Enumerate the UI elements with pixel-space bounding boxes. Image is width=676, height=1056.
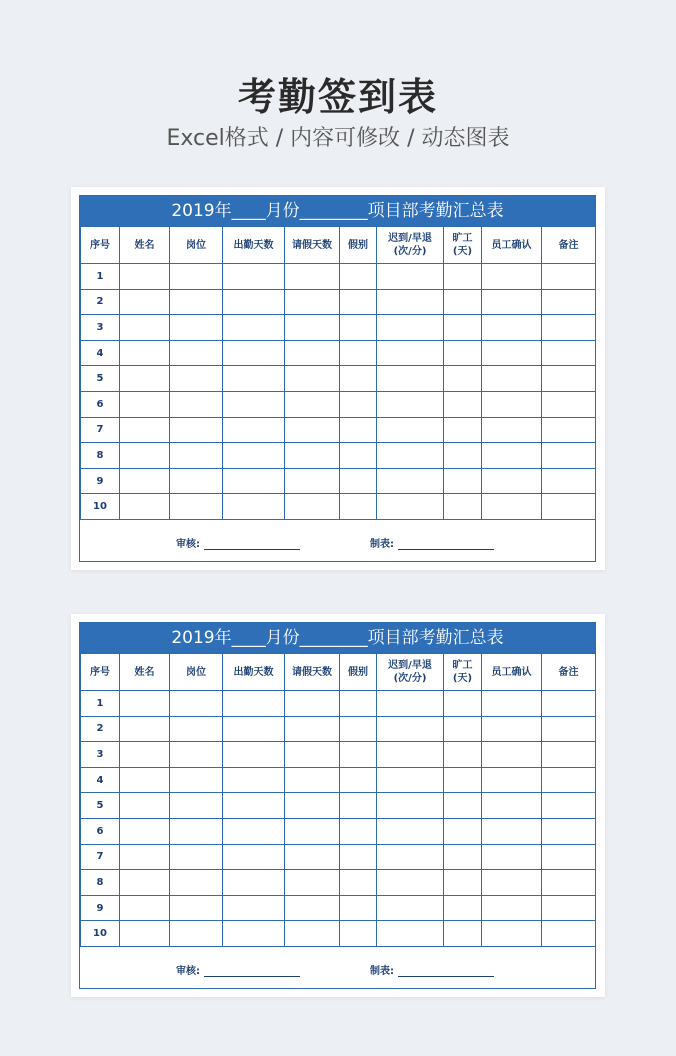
table-cell[interactable] xyxy=(482,289,542,315)
page-subtitle: Excel格式 / 内容可修改 / 动态图表 xyxy=(166,126,510,151)
table-cell[interactable] xyxy=(285,340,340,366)
table-row xyxy=(81,443,596,469)
table-cell[interactable] xyxy=(120,844,170,870)
table-cell[interactable] xyxy=(482,691,542,717)
table-cell[interactable] xyxy=(482,767,542,793)
table-row xyxy=(81,793,596,819)
row-number: 10 xyxy=(81,494,120,520)
row-number: 9 xyxy=(81,468,120,494)
table-cell[interactable] xyxy=(542,844,596,870)
table-cell[interactable] xyxy=(120,767,170,793)
table-cell[interactable] xyxy=(542,870,596,896)
table-cell[interactable] xyxy=(285,494,340,520)
row-number: 5 xyxy=(81,793,120,819)
table-cell[interactable] xyxy=(285,716,340,742)
table-cell[interactable] xyxy=(542,468,596,494)
table-cell[interactable] xyxy=(170,895,223,921)
table-cell[interactable] xyxy=(482,391,542,417)
table-cell[interactable] xyxy=(120,818,170,844)
table-cell[interactable] xyxy=(482,315,542,341)
table-cell[interactable] xyxy=(120,793,170,819)
table-cell[interactable] xyxy=(340,844,377,870)
column-header: 岗位 xyxy=(170,654,223,691)
table-cell[interactable] xyxy=(223,366,285,392)
table-cell[interactable] xyxy=(170,921,223,947)
table-cell[interactable] xyxy=(444,468,482,494)
table-cell[interactable] xyxy=(223,468,285,494)
table-cell[interactable] xyxy=(285,818,340,844)
row-number: 7 xyxy=(81,417,120,443)
table-cell[interactable] xyxy=(223,921,285,947)
table-cell[interactable] xyxy=(444,340,482,366)
table-body xyxy=(81,691,596,947)
column-header: 岗位 xyxy=(170,227,223,264)
table-cell[interactable] xyxy=(444,716,482,742)
table-cell[interactable] xyxy=(482,921,542,947)
table-cell[interactable] xyxy=(542,264,596,290)
table-header-row xyxy=(81,654,596,691)
table-cell[interactable] xyxy=(120,921,170,947)
table-cell[interactable] xyxy=(444,921,482,947)
reviewer-signature[interactable] xyxy=(176,535,300,550)
column-header: 请假天数 xyxy=(285,654,340,691)
row-number: 6 xyxy=(81,391,120,417)
table-row xyxy=(81,391,596,417)
table-cell[interactable] xyxy=(340,417,377,443)
table-cell[interactable] xyxy=(285,870,340,896)
table-cell[interactable] xyxy=(120,691,170,717)
table-row xyxy=(81,340,596,366)
table-cell[interactable] xyxy=(170,315,223,341)
table-cell[interactable] xyxy=(223,844,285,870)
reviewer-signature-line xyxy=(204,966,300,977)
table-cell[interactable] xyxy=(377,417,444,443)
row-number: 8 xyxy=(81,443,120,469)
table-cell[interactable] xyxy=(340,921,377,947)
table-cell[interactable] xyxy=(444,742,482,768)
table-cell[interactable] xyxy=(482,366,542,392)
table-cell[interactable] xyxy=(340,742,377,768)
table-cell[interactable] xyxy=(285,366,340,392)
table-cell[interactable] xyxy=(377,691,444,717)
table-cell[interactable] xyxy=(223,443,285,469)
table-cell[interactable] xyxy=(542,767,596,793)
table-cell[interactable] xyxy=(444,289,482,315)
row-number: 3 xyxy=(81,315,120,341)
table-cell[interactable] xyxy=(170,264,223,290)
table-cell[interactable] xyxy=(120,340,170,366)
column-header: 旷工 (天) xyxy=(444,654,482,691)
page-title: 考勤签到表 xyxy=(237,75,438,119)
table-cell[interactable] xyxy=(542,793,596,819)
table-cell[interactable] xyxy=(482,264,542,290)
table-cell[interactable] xyxy=(444,417,482,443)
table-row xyxy=(81,870,596,896)
table-cell[interactable] xyxy=(482,417,542,443)
table-cell[interactable] xyxy=(223,264,285,290)
table-cell[interactable] xyxy=(120,895,170,921)
table-cell[interactable] xyxy=(170,716,223,742)
column-header: 备注 xyxy=(542,654,596,691)
column-header: 请假天数 xyxy=(285,227,340,264)
row-number: 3 xyxy=(81,742,120,768)
table-cell[interactable] xyxy=(482,716,542,742)
table-cell[interactable] xyxy=(542,443,596,469)
column-header: 假别 xyxy=(340,654,377,691)
table-cell[interactable] xyxy=(170,340,223,366)
table-cell[interactable] xyxy=(120,494,170,520)
table-row xyxy=(81,895,596,921)
maker-signature[interactable] xyxy=(370,535,494,550)
table-cell[interactable] xyxy=(377,468,444,494)
table-cell[interactable] xyxy=(170,742,223,768)
table-header-row xyxy=(81,227,596,264)
table-cell[interactable] xyxy=(482,468,542,494)
table-cell[interactable] xyxy=(120,391,170,417)
table-cell[interactable] xyxy=(223,289,285,315)
table-cell[interactable] xyxy=(170,691,223,717)
row-number: 4 xyxy=(81,340,120,366)
table-cell[interactable] xyxy=(340,870,377,896)
column-header: 迟到/早退 (次/分) xyxy=(377,654,444,691)
attendance-sheet xyxy=(79,622,596,989)
column-header: 出勤天数 xyxy=(223,227,285,264)
table-cell[interactable] xyxy=(542,340,596,366)
column-header: 备注 xyxy=(542,227,596,264)
row-number: 5 xyxy=(81,366,120,392)
attendance-sheet-card xyxy=(71,614,605,997)
table-cell[interactable] xyxy=(444,844,482,870)
column-header: 迟到/早退 (次/分) xyxy=(377,227,444,264)
table-cell[interactable] xyxy=(223,742,285,768)
table-row xyxy=(81,742,596,768)
table-cell[interactable] xyxy=(120,366,170,392)
table-cell[interactable] xyxy=(340,264,377,290)
table-cell[interactable] xyxy=(482,793,542,819)
table-cell[interactable] xyxy=(377,494,444,520)
table-cell[interactable] xyxy=(482,340,542,366)
column-header: 员工确认 xyxy=(482,654,542,691)
reviewer-label: 审核: xyxy=(176,965,200,977)
table-cell[interactable] xyxy=(377,742,444,768)
table-cell[interactable] xyxy=(542,742,596,768)
table-cell[interactable] xyxy=(542,391,596,417)
table-cell[interactable] xyxy=(482,494,542,520)
table-cell[interactable] xyxy=(285,921,340,947)
table-cell[interactable] xyxy=(170,818,223,844)
table-cell[interactable] xyxy=(444,366,482,392)
table-row xyxy=(81,417,596,443)
table-cell[interactable] xyxy=(170,468,223,494)
table-row xyxy=(81,844,596,870)
table-cell[interactable] xyxy=(377,818,444,844)
table-row xyxy=(81,315,596,341)
table-cell[interactable] xyxy=(444,793,482,819)
table-cell[interactable] xyxy=(542,691,596,717)
table-cell[interactable] xyxy=(542,315,596,341)
table-cell[interactable] xyxy=(340,468,377,494)
table-cell[interactable] xyxy=(120,289,170,315)
table-cell[interactable] xyxy=(444,767,482,793)
reviewer-signature[interactable] xyxy=(176,962,300,977)
table-cell[interactable] xyxy=(377,443,444,469)
maker-signature-line xyxy=(398,966,494,977)
table-cell[interactable] xyxy=(444,494,482,520)
table-cell[interactable] xyxy=(542,494,596,520)
table-cell[interactable] xyxy=(377,716,444,742)
table-cell[interactable] xyxy=(482,844,542,870)
table-cell[interactable] xyxy=(444,691,482,717)
row-number: 1 xyxy=(81,691,120,717)
table-cell[interactable] xyxy=(120,264,170,290)
table-cell[interactable] xyxy=(285,289,340,315)
table-cell[interactable] xyxy=(285,315,340,341)
table-cell[interactable] xyxy=(444,315,482,341)
table-cell[interactable] xyxy=(170,767,223,793)
table-cell[interactable] xyxy=(482,742,542,768)
sheet-banner-title: 2019年____月份________项目部考勤汇总表 xyxy=(80,623,595,653)
table-cell[interactable] xyxy=(170,870,223,896)
table-cell[interactable] xyxy=(542,716,596,742)
table-cell[interactable] xyxy=(170,844,223,870)
table-cell[interactable] xyxy=(120,417,170,443)
table-cell[interactable] xyxy=(120,716,170,742)
table-cell[interactable] xyxy=(285,895,340,921)
table-cell[interactable] xyxy=(482,443,542,469)
sheet-banner-title: 2019年____月份________项目部考勤汇总表 xyxy=(80,196,595,226)
table-cell[interactable] xyxy=(120,315,170,341)
table-cell[interactable] xyxy=(285,793,340,819)
maker-label: 制表: xyxy=(370,965,394,977)
table-cell[interactable] xyxy=(444,264,482,290)
signature-footer xyxy=(80,947,595,994)
table-row xyxy=(81,767,596,793)
table-cell[interactable] xyxy=(542,366,596,392)
reviewer-label: 审核: xyxy=(176,538,200,550)
table-row xyxy=(81,264,596,290)
column-header: 假别 xyxy=(340,227,377,264)
table-row xyxy=(81,468,596,494)
table-cell[interactable] xyxy=(444,391,482,417)
table-cell[interactable] xyxy=(170,443,223,469)
table-cell[interactable] xyxy=(285,391,340,417)
table-cell[interactable] xyxy=(120,870,170,896)
table-cell[interactable] xyxy=(340,767,377,793)
table-cell[interactable] xyxy=(377,844,444,870)
table-cell[interactable] xyxy=(285,767,340,793)
attendance-sheet xyxy=(79,195,596,562)
table-cell[interactable] xyxy=(170,417,223,443)
table-cell[interactable] xyxy=(223,818,285,844)
table-body xyxy=(81,264,596,520)
table-cell[interactable] xyxy=(223,391,285,417)
table-cell[interactable] xyxy=(285,468,340,494)
table-cell[interactable] xyxy=(223,494,285,520)
table-cell[interactable] xyxy=(340,366,377,392)
table-cell[interactable] xyxy=(285,443,340,469)
table-row xyxy=(81,921,596,947)
table-cell[interactable] xyxy=(377,895,444,921)
table-cell[interactable] xyxy=(482,870,542,896)
table-cell[interactable] xyxy=(377,366,444,392)
table-cell[interactable] xyxy=(377,767,444,793)
row-number: 2 xyxy=(81,289,120,315)
table-cell[interactable] xyxy=(377,264,444,290)
attendance-table xyxy=(80,653,596,947)
table-cell[interactable] xyxy=(340,895,377,921)
table-cell[interactable] xyxy=(285,844,340,870)
row-number: 9 xyxy=(81,895,120,921)
table-cell[interactable] xyxy=(377,340,444,366)
table-cell[interactable] xyxy=(223,417,285,443)
table-cell[interactable] xyxy=(542,921,596,947)
table-row xyxy=(81,289,596,315)
table-cell[interactable] xyxy=(482,818,542,844)
row-number: 10 xyxy=(81,921,120,947)
table-cell[interactable] xyxy=(223,895,285,921)
table-cell[interactable] xyxy=(542,895,596,921)
reviewer-signature-line xyxy=(204,539,300,550)
table-cell[interactable] xyxy=(170,289,223,315)
table-cell[interactable] xyxy=(285,742,340,768)
table-cell[interactable] xyxy=(482,895,542,921)
table-cell[interactable] xyxy=(120,468,170,494)
column-header: 序号 xyxy=(81,654,120,691)
table-cell[interactable] xyxy=(377,391,444,417)
column-header: 出勤天数 xyxy=(223,654,285,691)
table-cell[interactable] xyxy=(340,691,377,717)
table-row xyxy=(81,716,596,742)
table-cell[interactable] xyxy=(223,793,285,819)
attendance-table xyxy=(80,226,596,520)
table-cell[interactable] xyxy=(542,289,596,315)
table-cell[interactable] xyxy=(340,818,377,844)
column-header: 员工确认 xyxy=(482,227,542,264)
table-cell[interactable] xyxy=(223,767,285,793)
maker-signature-line xyxy=(398,539,494,550)
table-cell[interactable] xyxy=(120,443,170,469)
table-cell[interactable] xyxy=(170,391,223,417)
row-number: 6 xyxy=(81,818,120,844)
table-cell[interactable] xyxy=(223,870,285,896)
table-row xyxy=(81,494,596,520)
table-row xyxy=(81,691,596,717)
table-cell[interactable] xyxy=(340,289,377,315)
table-cell[interactable] xyxy=(340,793,377,819)
table-cell[interactable] xyxy=(444,895,482,921)
table-cell[interactable] xyxy=(170,793,223,819)
table-cell[interactable] xyxy=(444,870,482,896)
table-cell[interactable] xyxy=(542,417,596,443)
table-cell[interactable] xyxy=(377,870,444,896)
table-cell[interactable] xyxy=(170,366,223,392)
column-header: 序号 xyxy=(81,227,120,264)
column-header: 姓名 xyxy=(120,227,170,264)
column-header: 姓名 xyxy=(120,654,170,691)
table-cell[interactable] xyxy=(340,716,377,742)
table-cell[interactable] xyxy=(223,691,285,717)
table-cell[interactable] xyxy=(377,289,444,315)
table-cell[interactable] xyxy=(340,340,377,366)
table-cell[interactable] xyxy=(223,315,285,341)
table-cell[interactable] xyxy=(542,818,596,844)
maker-label: 制表: xyxy=(370,538,394,550)
table-cell[interactable] xyxy=(340,443,377,469)
table-row xyxy=(81,366,596,392)
table-cell[interactable] xyxy=(340,391,377,417)
row-number: 7 xyxy=(81,844,120,870)
row-number: 1 xyxy=(81,264,120,290)
table-cell[interactable] xyxy=(340,494,377,520)
table-cell[interactable] xyxy=(377,793,444,819)
maker-signature[interactable] xyxy=(370,962,494,977)
table-cell[interactable] xyxy=(444,818,482,844)
table-cell[interactable] xyxy=(285,691,340,717)
table-cell[interactable] xyxy=(223,340,285,366)
table-cell[interactable] xyxy=(285,264,340,290)
table-cell[interactable] xyxy=(377,921,444,947)
table-cell[interactable] xyxy=(223,716,285,742)
table-cell[interactable] xyxy=(340,315,377,341)
table-cell[interactable] xyxy=(377,315,444,341)
row-number: 8 xyxy=(81,870,120,896)
column-header: 旷工 (天) xyxy=(444,227,482,264)
table-cell[interactable] xyxy=(285,417,340,443)
attendance-sheet-card xyxy=(71,187,605,570)
row-number: 2 xyxy=(81,716,120,742)
table-cell[interactable] xyxy=(170,494,223,520)
signature-footer xyxy=(80,520,595,567)
table-cell[interactable] xyxy=(120,742,170,768)
row-number: 4 xyxy=(81,767,120,793)
table-row xyxy=(81,818,596,844)
table-cell[interactable] xyxy=(444,443,482,469)
